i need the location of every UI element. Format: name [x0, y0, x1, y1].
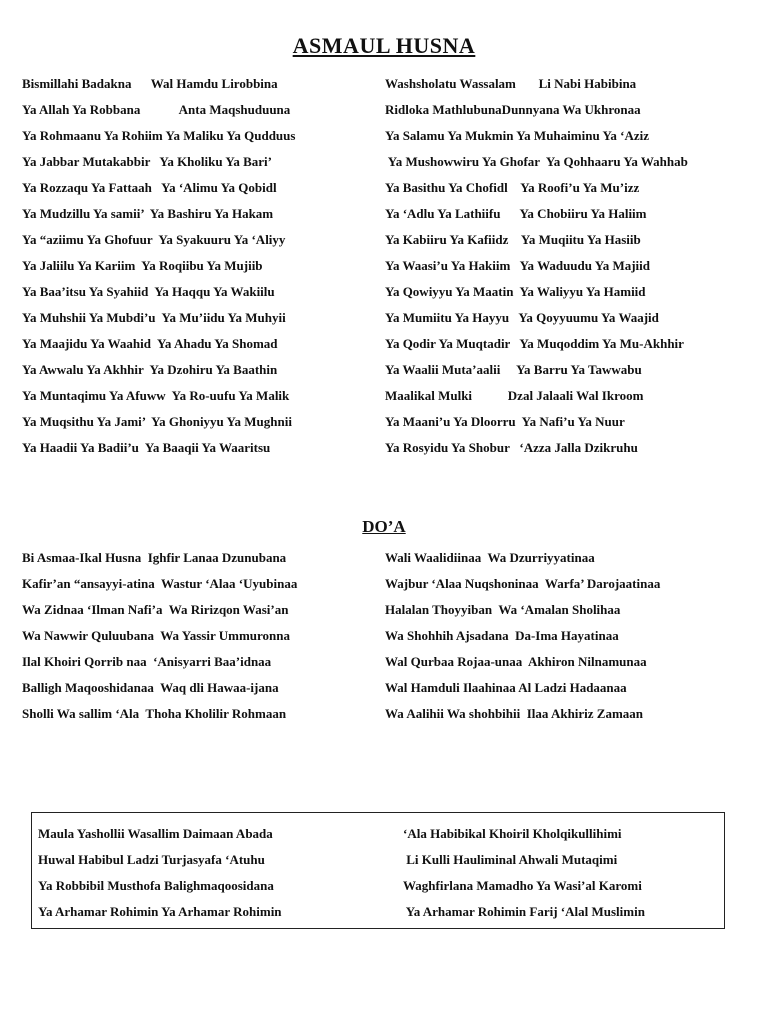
asmaul-line-right: Ya Rosyidu Ya Shobur ‘Azza Jalla Dzikruhu: [385, 440, 638, 455]
asmaul-line-right: Washsholatu Wassalam Li Nabi Habibina: [385, 76, 637, 91]
asmaul-line-right: Ya Waasi’u Ya Hakiim Ya Waduudu Ya Majiid: [385, 258, 651, 273]
doa-line-left: Balligh Maqooshidanaa Waq dli Hawaa-ijana: [22, 680, 279, 695]
asmaul-line-left: Bismillahi Badakna Wal Hamdu Lirobbina: [22, 76, 278, 91]
asmaul-line-left: Ya Jaliilu Ya Kariim Ya Roqiibu Ya Mujiib: [22, 258, 263, 273]
shalawat-line-right: ‘Ala Habibikal Khoiril Kholqikullihimi: [403, 826, 622, 841]
asmaul-line-left: Ya Rohmaanu Ya Rohiim Ya Maliku Ya Qudduus: [22, 128, 296, 143]
asmaul-line-right: Ya Qodir Ya Muqtadir Ya Muqoddim Ya Mu-Akhhir: [385, 336, 684, 351]
asmaul-line-left: Ya Mudzillu Ya samii’ Ya Bashiru Ya Hakam: [22, 206, 274, 221]
asmaul-line-left: Ya Baa’itsu Ya Syahiid Ya Haqqu Ya Wakiilu: [22, 284, 275, 299]
doa-line-left: Wa Nawwir Quluubana Wa Yassir Ummuronna: [22, 628, 291, 643]
doa-line-right: Wajbur ‘Alaa Nuqshoninaa Warfa’ Darojaatinaa: [385, 576, 661, 591]
asmaul-line-right: Maalikal Mulki Dzal Jalaali Wal Ikroom: [385, 388, 644, 403]
asmaul-line-right: Ya Mushowwiru Ya Ghofar Ya Qohhaaru Ya Wahhab: [385, 154, 688, 169]
doa-line-right: Wal Hamduli Ilaahinaa Al Ladzi Hadaanaa: [385, 680, 627, 695]
asmaul-line-right: Ya Maani’u Ya Dloorru Ya Nafi’u Ya Nuur: [385, 414, 625, 429]
doa-line-left: Wa Zidnaa ‘Ilman Nafi’a Wa Ririzqon Wasi’an: [22, 602, 289, 617]
asmaul-line-right: Ya Basithu Ya Chofidl Ya Roofi’u Ya Mu’izz: [385, 180, 640, 195]
doa-title: DO’A: [362, 517, 406, 536]
asmaul-line-left: Ya Jabbar Mutakabbir Ya Kholiku Ya Bari’: [22, 154, 272, 169]
asmaul-line-left: Ya Muqsithu Ya Jami’ Ya Ghoniyyu Ya Mughnii: [22, 414, 292, 429]
doa-line-right: Wali Waalidiinaa Wa Dzurriyyatinaa: [385, 550, 595, 565]
asmaul-line-right: Ya Waalii Muta’aalii Ya Barru Ya Tawwabu: [385, 362, 642, 377]
doa-line-left: Kafir’an “ansayyi-atina Wastur ‘Alaa ‘Uyubinaa: [22, 576, 298, 591]
asmaul-line-left: Ya Haadii Ya Badii’u Ya Baaqii Ya Waaritsu: [22, 440, 271, 455]
asmaul-line-left: Ya Awwalu Ya Akhhir Ya Dzohiru Ya Baathin: [22, 362, 278, 377]
doa-line-left: Ilal Khoiri Qorrib naa ‘Anisyarri Baa’idnaa: [22, 654, 272, 669]
shalawat-line-right: Ya Arhamar Rohimin Farij ‘Alal Muslimin: [403, 904, 645, 919]
shalawat-line-left: Ya Arhamar Rohimin Ya Arhamar Rohimin: [38, 904, 282, 919]
asmaul-line-left: Ya Muntaqimu Ya Afuww Ya Ro-uufu Ya Malik: [22, 388, 290, 403]
asmaul-line-right: Ya Qowiyyu Ya Maatin Ya Waliyyu Ya Hamiid: [385, 284, 646, 299]
asmaul-line-right: Ya Salamu Ya Mukmin Ya Muhaiminu Ya ‘Aziz: [385, 128, 650, 143]
doa-line-right: Wa Aalihii Wa shohbihii Ilaa Akhiriz Zamaan: [385, 706, 644, 721]
asmaul-line-right: Ya Kabiiru Ya Kafiidz Ya Muqiitu Ya Hasiib: [385, 232, 641, 247]
shalawat-line-left: Huwal Habibul Ladzi Turjasyafa ‘Atuhu: [38, 852, 265, 867]
doa-line-right: Halalan Thoyyiban Wa ‘Amalan Sholihaa: [385, 602, 621, 617]
asmaul-line-left: Ya Muhshii Ya Mubdi’u Ya Mu’iidu Ya Muhyii: [22, 310, 286, 325]
doa-line-left: Sholli Wa sallim ‘Ala Thoha Kholilir Rohmaan: [22, 706, 287, 721]
asmaul-line-right: Ya ‘Adlu Ya Lathiifu Ya Chobiiru Ya Haliim: [385, 206, 647, 221]
shalawat-line-right: Li Kulli Hauliminal Ahwali Mutaqimi: [403, 852, 618, 867]
doa-line-left: Bi Asmaa-Ikal Husna Ighfir Lanaa Dzunubana: [22, 550, 287, 565]
shalawat-line-left: Maula Yashollii Wasallim Daimaan Abada: [38, 826, 273, 841]
doa-line-right: Wal Qurbaa Rojaa-unaa Akhiron Nilnamunaa: [385, 654, 647, 669]
asmaul-line-left: Ya Rozzaqu Ya Fattaah Ya ‘Alimu Ya Qobidl: [22, 180, 277, 195]
asmaul-line-left: Ya Maajidu Ya Waahid Ya Ahadu Ya Shomad: [22, 336, 278, 351]
shalawat-line-left: Ya Robbibil Musthofa Balighmaqoosidana: [38, 878, 274, 893]
asmaul-line-right: Ridloka MathlubunaDunnyana Wa Ukhronaa: [385, 102, 641, 117]
asmaul-line-right: Ya Mumiitu Ya Hayyu Ya Qoyyuumu Ya Waajid: [385, 310, 659, 325]
asmaul-line-left: Ya “aziimu Ya Ghofuur Ya Syakuuru Ya ‘Aliyy: [22, 232, 286, 247]
doa-line-right: Wa Shohhih Ajsadana Da-Ima Hayatinaa: [385, 628, 619, 643]
page-title: ASMAUL HUSNA: [292, 33, 476, 58]
asmaul-line-left: Ya Allah Ya Robbana Anta Maqshuduuna: [22, 102, 291, 117]
shalawat-line-right: Waghfirlana Mamadho Ya Wasi’al Karomi: [403, 878, 642, 893]
